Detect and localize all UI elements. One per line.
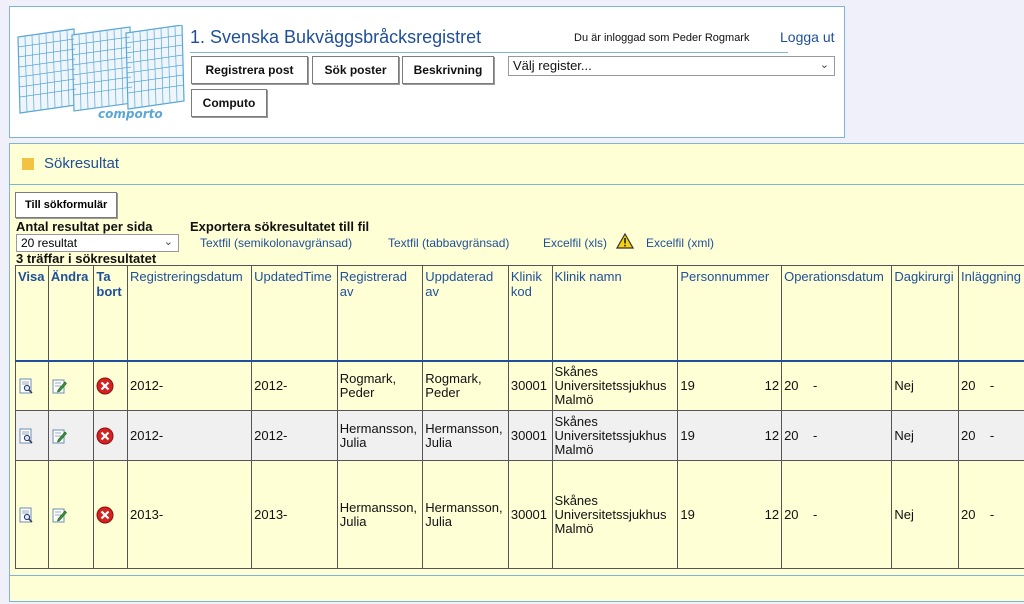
view-cell (16, 361, 49, 411)
cell-regav: Rogmark, Peder (337, 361, 423, 411)
table-row (16, 461, 1024, 569)
cell-kliniknamn: Skånes Universitetssjukhus Malmö (552, 461, 678, 569)
cell-opdatum: 20 - (782, 411, 892, 461)
cell-inlaggning: 20 - (959, 411, 1024, 461)
per-page-value: 20 resultat (21, 236, 78, 250)
edit-cell (48, 361, 94, 411)
delete-icon[interactable] (96, 427, 114, 445)
export-label: Exportera sökresultatet till fil (190, 219, 370, 234)
cell-regdatum: 2012- (127, 411, 251, 461)
results-panel (9, 143, 1024, 602)
col-inlaggning[interactable]: Inläggning (959, 266, 1024, 361)
col-tabort[interactable]: Ta bort (94, 266, 128, 361)
edit-cell (48, 411, 94, 461)
till-sokformular-button[interactable]: Till sökformulär (15, 192, 117, 218)
header-panel (9, 6, 845, 138)
table-header-row (16, 266, 1024, 361)
delete-cell (94, 411, 128, 461)
results-table (15, 265, 1024, 569)
cell-klinikkod: 30001 (508, 411, 552, 461)
per-page-select[interactable] (16, 234, 179, 252)
view-cell (16, 411, 49, 461)
chevron-down-icon: ⌄ (163, 236, 173, 248)
beskrivning-button[interactable]: Beskrivning (402, 56, 494, 84)
logout-link[interactable]: Logga ut (780, 29, 835, 45)
export-semicolon-link[interactable]: Textfil (semikolonavgränsad) (200, 236, 353, 250)
results-title: Sökresultat (44, 155, 120, 172)
results-table-container (15, 265, 1024, 571)
col-registreringsdatum[interactable]: Registreringsdatum (127, 266, 251, 361)
cell-personnummer (678, 411, 782, 461)
cell-personnummer (678, 461, 782, 569)
cell-regav: Hermansson, Julia (337, 461, 423, 569)
logo-text: comporto (98, 107, 163, 121)
delete-cell (94, 361, 128, 411)
view-cell (16, 461, 49, 569)
cell-klinikkod: 30001 (508, 361, 552, 411)
table-row (16, 361, 1024, 411)
results-footer (10, 575, 1024, 602)
col-visa[interactable]: Visa (16, 266, 49, 361)
col-andra[interactable]: Ändra (48, 266, 94, 361)
col-uppdaterad-av[interactable]: Uppdaterad av (423, 266, 509, 361)
cell-regdatum: 2012- (127, 361, 251, 411)
delete-cell (94, 461, 128, 569)
cell-inlaggning: 20 - (959, 361, 1024, 411)
sok-poster-button[interactable]: Sök poster (312, 56, 399, 84)
cell-uppdav: Rogmark, Peder (423, 361, 509, 411)
cell-uppdav: Hermansson, Julia (423, 411, 509, 461)
export-xls-link[interactable]: Excelfil (xls) (543, 236, 608, 250)
cell-updated: 2013- (252, 461, 338, 569)
col-operationsdatum[interactable]: Operationsdatum (782, 266, 892, 361)
cell-uppdav: Hermansson, Julia (423, 461, 509, 569)
edit-record-icon[interactable] (51, 428, 67, 444)
per-page-label: Antal resultat per sida (16, 219, 153, 234)
delete-icon[interactable] (96, 506, 114, 524)
pn-prefix: 19 (680, 427, 695, 443)
cell-dagkirurgi: Nej (892, 461, 959, 569)
page-title: 1. Svenska Bukväggsbråcksregistret (190, 27, 482, 47)
pn-suffix: 12 (764, 506, 780, 522)
col-registrerad-av[interactable]: Registrerad av (337, 266, 423, 361)
col-personnummer[interactable]: Personnummer (678, 266, 782, 361)
pn-prefix: 19 (680, 377, 695, 393)
cell-updated: 2012- (252, 361, 338, 411)
cell-klinikkod: 30001 (508, 461, 552, 569)
cell-updated: 2012- (252, 411, 338, 461)
title-divider (190, 52, 788, 53)
col-klinik-namn[interactable]: Klinik namn (552, 266, 678, 361)
pn-prefix: 19 (680, 506, 695, 522)
export-xml-link[interactable]: Excelfil (xml) (646, 236, 714, 250)
export-tab-link[interactable]: Textfil (tabbavgränsad) (388, 236, 510, 250)
pn-suffix: 12 (764, 427, 780, 443)
chevron-down-icon: ⌄ (819, 59, 829, 71)
cell-kliniknamn: Skånes Universitetssjukhus Malmö (552, 361, 678, 411)
col-updatedtime[interactable]: UpdatedTime (252, 266, 338, 361)
col-klinik-kod[interactable]: Klinik kod (508, 266, 552, 361)
edit-cell (48, 461, 94, 569)
cell-regav: Hermansson, Julia (337, 411, 423, 461)
view-record-icon[interactable] (18, 428, 34, 444)
section-square-icon (22, 158, 34, 170)
register-select[interactable] (508, 56, 835, 76)
register-select-value: Välj register... (513, 58, 592, 73)
cell-kliniknamn: Skånes Universitetssjukhus Malmö (552, 411, 678, 461)
computo-button[interactable]: Computo (191, 89, 267, 117)
delete-icon[interactable] (96, 377, 114, 395)
table-row (16, 411, 1024, 461)
warning-icon (616, 233, 634, 249)
cell-regdatum: 2013- (127, 461, 251, 569)
cell-opdatum: 20 - (782, 361, 892, 411)
logged-in-status: Du är inloggad som Peder Rogmark (574, 32, 750, 44)
cell-dagkirurgi: Nej (892, 411, 959, 461)
pn-suffix: 12 (764, 377, 780, 393)
cell-opdatum: 20 - (782, 461, 892, 569)
cell-personnummer (678, 361, 782, 411)
view-record-icon[interactable] (18, 378, 34, 394)
edit-record-icon[interactable] (51, 378, 67, 394)
hit-count: 3 träffar i sökresultatet (16, 251, 157, 266)
edit-record-icon[interactable] (51, 507, 67, 523)
cell-dagkirurgi: Nej (892, 361, 959, 411)
cell-inlaggning: 20 - (959, 461, 1024, 569)
view-record-icon[interactable] (18, 507, 34, 523)
col-dagkirurgi[interactable]: Dagkirurgi (892, 266, 959, 361)
registrera-post-button[interactable]: Registrera post (191, 56, 308, 84)
results-header (10, 144, 1024, 185)
